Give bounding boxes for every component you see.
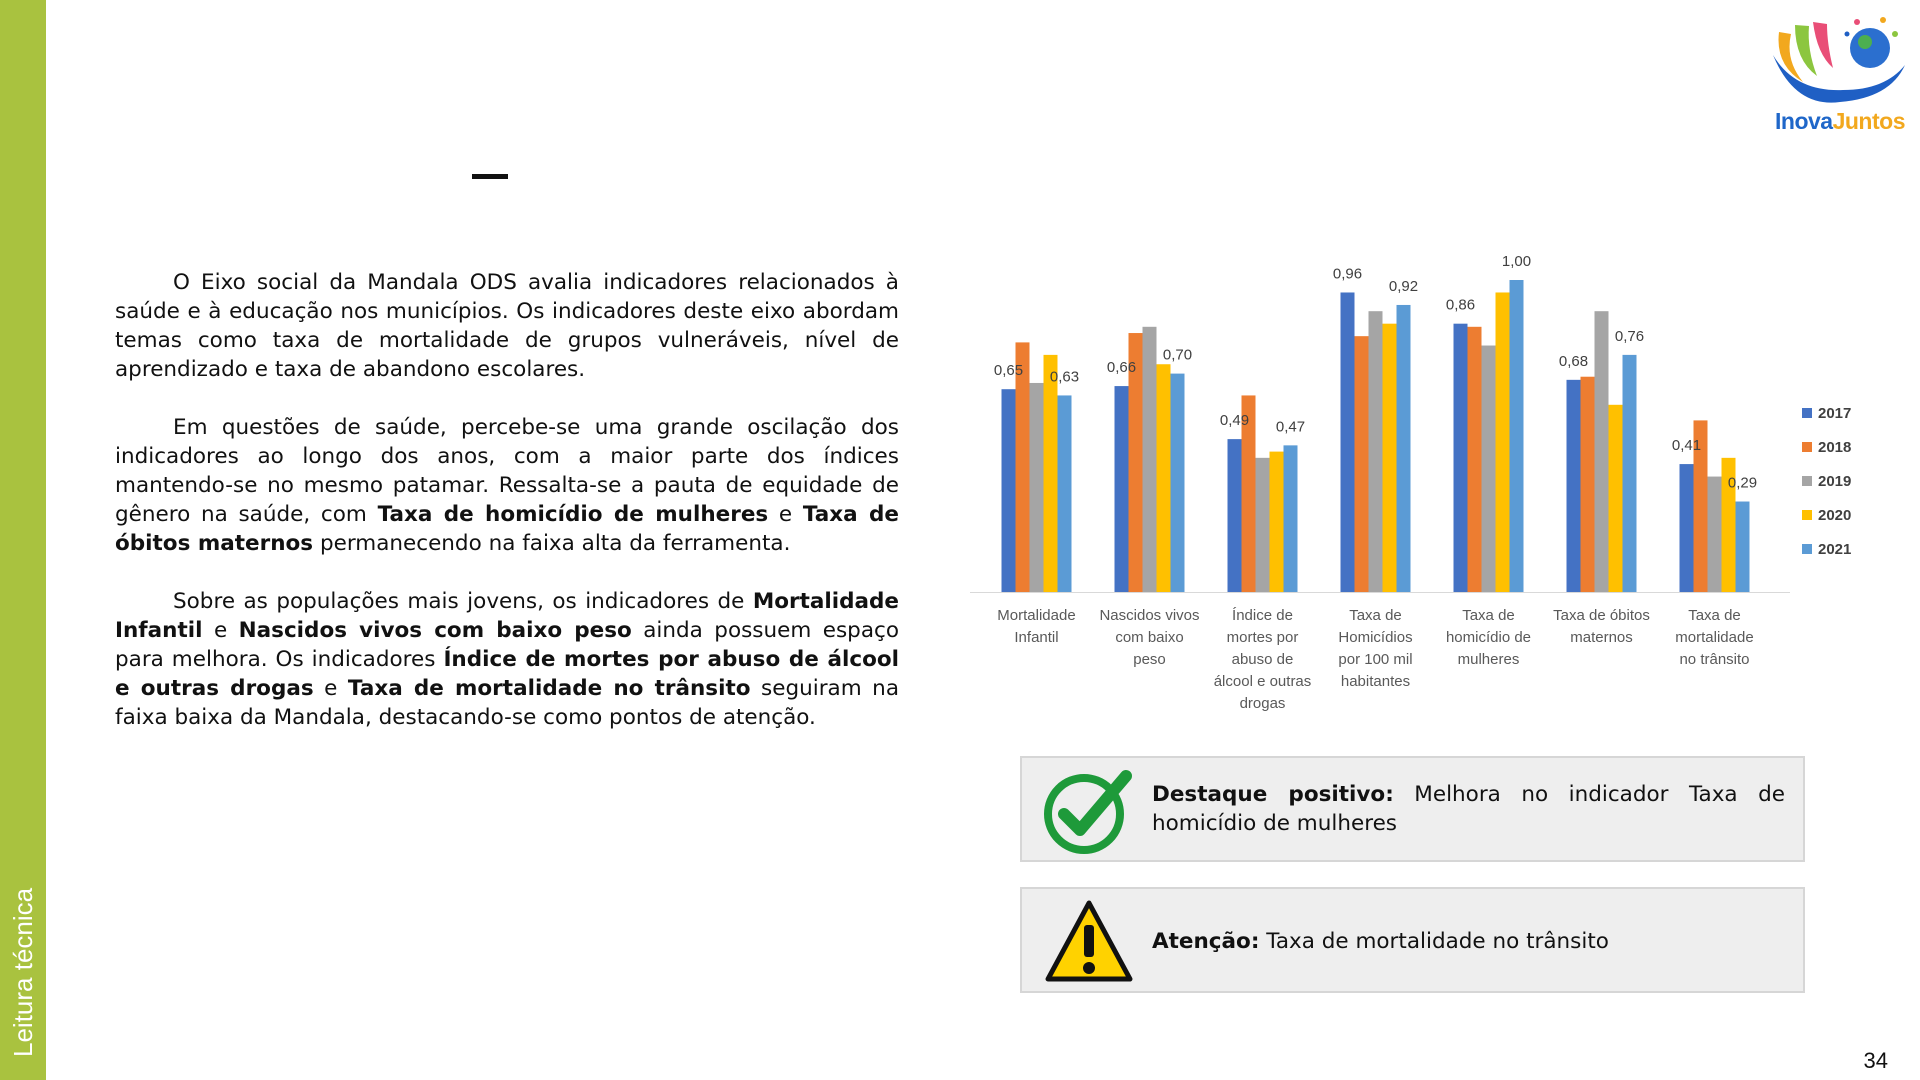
data-label: 0,86 (1445, 296, 1476, 314)
data-label: 0,65 (993, 362, 1024, 380)
bar-2020-cat-4 (1383, 324, 1397, 592)
bar-2021-cat-5 (1510, 280, 1524, 592)
data-label: 0,47 (1275, 418, 1306, 436)
bar-2017-cat-7 (1680, 464, 1694, 592)
category-label: Mortalidade Infantil (997, 607, 1076, 646)
page-number: 34 (1863, 1048, 1888, 1073)
bar-2019-cat-3 (1256, 458, 1270, 592)
bar-2017-cat-6 (1567, 380, 1581, 592)
bar-2020-cat-2 (1157, 364, 1171, 592)
bar-2018-cat-5 (1468, 327, 1482, 592)
category-label: Taxa de mortalidade no trânsito (1675, 607, 1754, 668)
positive-highlight-text: Destaque positivo: Melhora no indicador Taxa de homicídio de mulheres (1152, 782, 1785, 836)
bar-2021-cat-3 (1284, 445, 1298, 592)
category-label: Taxa de óbitos maternos (1553, 607, 1650, 646)
data-label: 0,70 (1162, 346, 1193, 364)
sidebar (0, 0, 46, 1080)
data-label: 0,66 (1106, 359, 1137, 377)
bar-2017-cat-5 (1454, 324, 1468, 592)
category-label: Taxa de homicídio de mulheres (1445, 607, 1532, 668)
legend-label-2019: 2019 (1818, 473, 1852, 490)
bar-2019-cat-7 (1708, 477, 1722, 592)
data-label: 0,96 (1332, 265, 1363, 283)
bar-2021-cat-2 (1171, 374, 1185, 592)
bar-2019-cat-2 (1143, 327, 1157, 592)
category-label: Índice de mortes por abuso de álcool e outras drogas (1213, 607, 1312, 712)
paragraph-3: Sobre as populações mais jovens, os indicadores de Mortalidade Infantil e Nascidos vivos com baixo peso ainda possuem espaço para melhora. Os indicadores Índice de mortes por abuso de álcool e outras drogas e Taxa de mortalidade no trânsito seguiram na faixa baixa da Mandala, destacando-se como pontos de atenção. (115, 589, 900, 730)
bar-2017-cat-2 (1115, 386, 1129, 592)
bar-chart (960, 240, 1860, 720)
data-label: 0,63 (1049, 368, 1080, 386)
bar-2017-cat-1 (1002, 389, 1016, 592)
legend-swatch-2018 (1802, 442, 1812, 452)
attention-box (1020, 887, 1805, 993)
data-label: 0,76 (1614, 327, 1645, 345)
bar-2019-cat-5 (1482, 346, 1496, 592)
data-label: 1,00 (1501, 253, 1532, 270)
data-label: 0,41 (1671, 437, 1702, 455)
inovajuntos-logo (1765, 10, 1915, 140)
bar-2020-cat-6 (1609, 405, 1623, 592)
logo-mark (1765, 10, 1915, 110)
logo-wordmark: InovaJuntos (1775, 108, 1905, 134)
legend-swatch-2021 (1802, 544, 1812, 554)
legend-swatch-2017 (1802, 408, 1812, 418)
positive-highlight-box (1020, 756, 1805, 862)
legend-label-2020: 2020 (1818, 507, 1852, 524)
legend-swatch-2019 (1802, 476, 1812, 486)
bar-2018-cat-1 (1016, 342, 1030, 592)
bar-2020-cat-1 (1044, 355, 1058, 592)
bar-2021-cat-1 (1058, 395, 1072, 592)
legend-label-2018: 2018 (1818, 439, 1852, 456)
bar-2019-cat-6 (1595, 311, 1609, 592)
bar-2021-cat-6 (1623, 355, 1637, 592)
title-dash (472, 174, 508, 179)
data-label: 0,68 (1558, 352, 1589, 370)
bar-2020-cat-5 (1496, 292, 1510, 592)
bar-2017-cat-4 (1341, 292, 1355, 592)
legend-swatch-2020 (1802, 510, 1812, 520)
legend-label-2017: 2017 (1818, 405, 1852, 422)
bar-2017-cat-3 (1228, 439, 1242, 592)
bar-2021-cat-7 (1736, 502, 1750, 592)
attention-text: Atenção: Taxa de mortalidade no trânsito (1152, 929, 1609, 954)
check-icon (1042, 764, 1136, 858)
sidebar-label: Leitura técnica (8, 887, 38, 1057)
bar-2018-cat-6 (1581, 377, 1595, 592)
body-text (115, 268, 899, 761)
data-label: 0,92 (1388, 277, 1419, 295)
data-label: 0,49 (1219, 412, 1250, 430)
paragraph-1: O Eixo social da Mandala ODS avalia indicadores relacionados à saúde e à educação nos municípios. Os indicadores deste eixo abordam temas como taxa de mortalidade de grupos vulneráveis, nível de aprendizado e taxa de abandono escolares. (115, 270, 899, 382)
data-label: 0,29 (1727, 474, 1758, 492)
warning-icon (1042, 895, 1136, 989)
category-label: Nascidos vivos com baixo peso (1099, 607, 1200, 668)
bar-2020-cat-3 (1270, 452, 1284, 592)
bar-2018-cat-4 (1355, 336, 1369, 592)
bar-2021-cat-4 (1397, 305, 1411, 592)
paragraph-2: Em questões de saúde, percebe-se uma grande oscilação dos indicadores ao longo dos anos, com a maior parte dos índices mantendo-se no mesmo patamar. Ressalta-se a pauta de equidade de gênero na saúde, com Taxa de homicídio de mulheres e Taxa de óbitos maternos permanecendo na faixa alta da ferramenta. (115, 415, 899, 556)
bar-2019-cat-4 (1369, 311, 1383, 592)
bar-2019-cat-1 (1030, 383, 1044, 592)
category-label: Taxa de Homicídios por 100 mil habitantes (1338, 607, 1413, 690)
legend-label-2021: 2021 (1818, 541, 1852, 558)
